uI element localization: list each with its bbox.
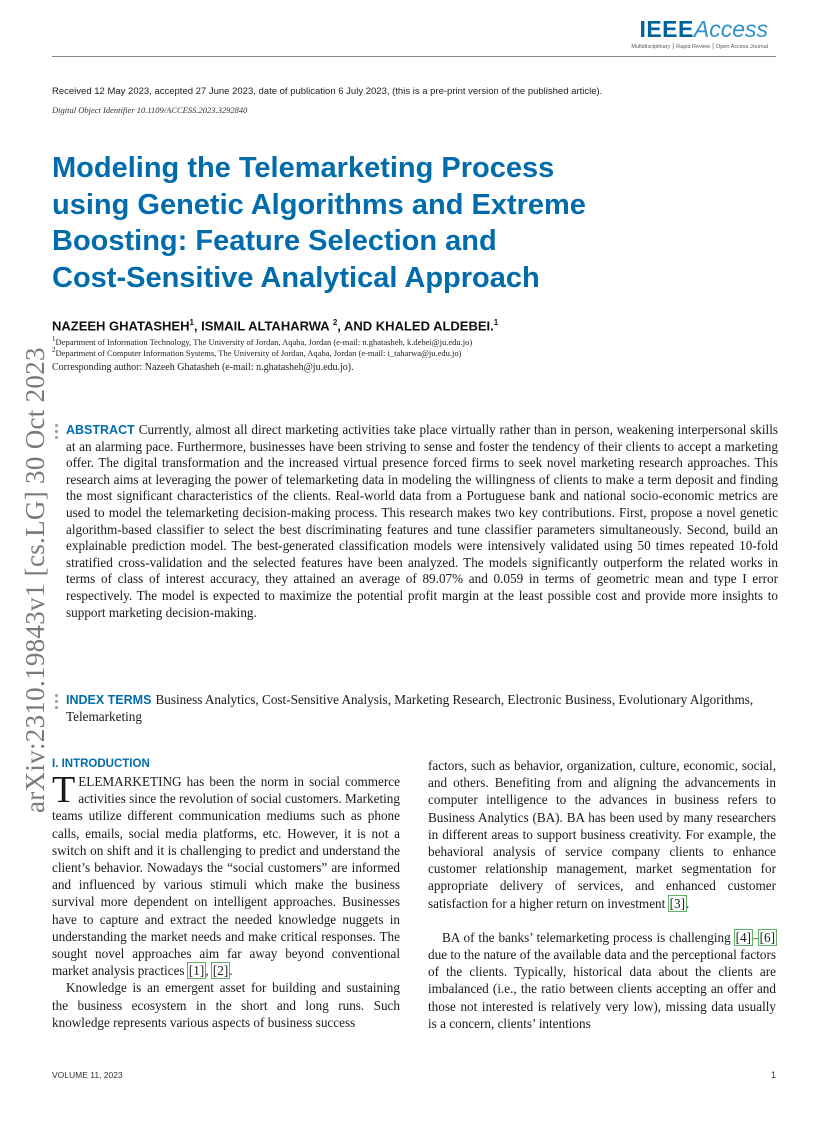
affiliation-2-text: Department of Computer Information Systems, The University of Jordan, Aqaba, Jordan (e-mail: i_taharwa@ju.edu.jo): [55, 347, 462, 358]
citation-separator: ,: [205, 963, 212, 979]
author-1-sup: 1: [189, 318, 194, 327]
section-heading: I. INTRODUCTION: [52, 758, 150, 770]
author-3-sup: 1: [493, 318, 499, 327]
citation-link[interactable]: [2]: [212, 963, 229, 979]
left-column: [52, 757, 400, 1031]
intro-paragraph-1: [52, 769, 400, 979]
abstract-dots-icon: [55, 424, 59, 442]
intro-paragraph-continued: [428, 757, 776, 912]
author-1: NAZEEH GHATASHEH: [52, 318, 190, 334]
author-3: , AND KHALED ALDEBEI.: [337, 318, 494, 334]
intro-p1-text: ELEMARKETING has been the norm in social commerce activities since the revolution of social customers. Marketing teams utilize different communication mediums such as phone calls, emails, social media platforms, etc. However, it is not a switch on shift and it is challenging to predict and understand the client’s behavior. Nowadays the “social customers” are informed and influenced by various stimuli which make the business survival more dependent on intelligent approaches. Businesses have to capture and extract the needed knowledge nuggets in understanding the market needs and make critical responses. The sought novel approaches aim far away beyond conventional market analysis practices: [52, 774, 400, 979]
intro-paragraph-2: Knowledge is an emergent asset for building and sustaining the business ecosystem in the short and long runs. Such knowledge represents various aspects of business success: [52, 980, 400, 1030]
sentence-end: .: [686, 895, 690, 911]
affiliation-2-sup: 2: [52, 346, 56, 354]
index-terms-label: INDEX TERMS: [66, 693, 152, 707]
logo-ieee: IEEE: [639, 16, 694, 42]
corresponding-author: Corresponding author: Nazeeh Ghatasheh (e-mail: n.ghatasheh@ju.edu.jo).: [52, 362, 354, 373]
paper-title: [52, 150, 692, 296]
abstract-text: Currently, almost all direct marketing activities take place virtually rather than in person, weakening interpersonal skills at an alarming pace. Furthermore, businesses have been striving to sense and foster the tendency of their clients to accept a marketing offer. The digital transformation and the increased virtual presence forced firms to seek novel marketing research approaches. This research aims at leveraging the power of telemarketing data in modeling the willingness of clients to make a term deposit and finding the most significant characteristics of the clients. Real-world data from a Portuguese bank and national socio-economic metrics are used to model the telemarketing decision-making process. This research makes two key contributions. First, propose a novel genetic algorithm-based classifier to select the best discriminating features and tune classifier parameters simultaneously. Second, build an explainable prediction model. The best-generated classification models were intensively validated using 50 times repeated 10-fold stratified cross-validation and the selected features have been analyzed. The models significantly outperform the related works in terms of class of interest accuracy, they attained an average of 89.07% and 0.059 in terms of geometric mean and type I error respectively. The model is expected to maximize the potential profit margin at the least possible cost and provide more insights to support marketing decision-making.: [66, 422, 778, 620]
title-line: Boosting: Feature Selection and: [52, 225, 497, 258]
citation-link[interactable]: [1]: [188, 963, 205, 979]
abstract-label: ABSTRACT: [66, 423, 135, 437]
author-2-sup: 2: [332, 318, 338, 327]
index-dots-icon: [55, 694, 59, 712]
footer-volume: VOLUME 11, 2023: [52, 1070, 123, 1080]
ieee-access-logo: [631, 16, 768, 50]
drop-cap: T: [52, 769, 76, 811]
abstract: [66, 422, 778, 621]
affiliation-1-text: Department of Information Technology, The University of Jordan, Aqaba, Jordan (e-mail: n.ghatasheh, k.debei@ju.edu.jo): [55, 336, 473, 347]
logo-access: Access: [693, 16, 768, 42]
affiliation-2: [52, 346, 461, 358]
received-dates: Received 12 May 2023, accepted 27 June 2023, date of publication 6 July 2023, (this is a pre-print version of the published article).: [52, 86, 603, 97]
affiliation-1-sup: 1: [52, 335, 56, 343]
footer-page-number: 1: [770, 1070, 776, 1080]
title-line: using Genetic Algorithms and Extreme: [52, 188, 586, 221]
logo-tagline: Multidisciplinary ⎮ Rapid Review ⎮ Open Access Journal: [631, 44, 768, 50]
header-rule: [52, 56, 776, 57]
author-list: [52, 318, 498, 333]
citation-dash: –: [752, 929, 759, 945]
author-2: , ISMAIL ALTAHARWA: [193, 318, 333, 334]
index-terms: [66, 692, 778, 725]
arxiv-side-stamp: arXiv:2310.19843v1 [cs.LG] 30 Oct 2023: [20, 347, 50, 813]
citation-link[interactable]: [4]: [735, 929, 752, 945]
paragraph-gap: [428, 912, 776, 929]
right-column: [428, 757, 776, 1032]
intro-r1-text: factors, such as behavior, organization, culture, economic, social, and others. Benefiting from and aligning the advancements in computer intelligence to the advances in business refers to Business Analytics (BA). BA has been used by many researchers in different areas to support business creativity. For example, the behavioral analysis of service company clients to enhance customer relationship management, market segmentation for appropriate delivery of services, and enhanced customer satisfaction for a higher return on investment: [428, 758, 776, 911]
sentence-end: .: [229, 963, 233, 979]
intro-r2-start: BA of the banks’ telemarketing process is challenging: [442, 929, 735, 945]
doi: Digital Object Identifier 10.1109/ACCESS.2023.3292840: [52, 105, 248, 115]
title-line: Cost-Sensitive Analytical Approach: [52, 261, 540, 294]
index-terms-text: Business Analytics, Cost-Sensitive Analysis, Marketing Research, Electronic Business, Evolutionary Algorithms, Telemarketing: [66, 692, 754, 724]
title-line: Modeling the Telemarketing Process: [52, 152, 555, 184]
intro-paragraph-3: [428, 929, 776, 1032]
citation-link[interactable]: [3]: [669, 895, 685, 911]
citation-link[interactable]: [6]: [759, 929, 775, 945]
intro-r2-text: due to the nature of the available data and the perceptional factors of the clients. Typically, historical data about the clients are imbalanced (i.e., the ratio between clients accepting an offer and those not interested is relatively very low), missing data usually is a concern, clients’ intentions: [428, 947, 776, 1031]
